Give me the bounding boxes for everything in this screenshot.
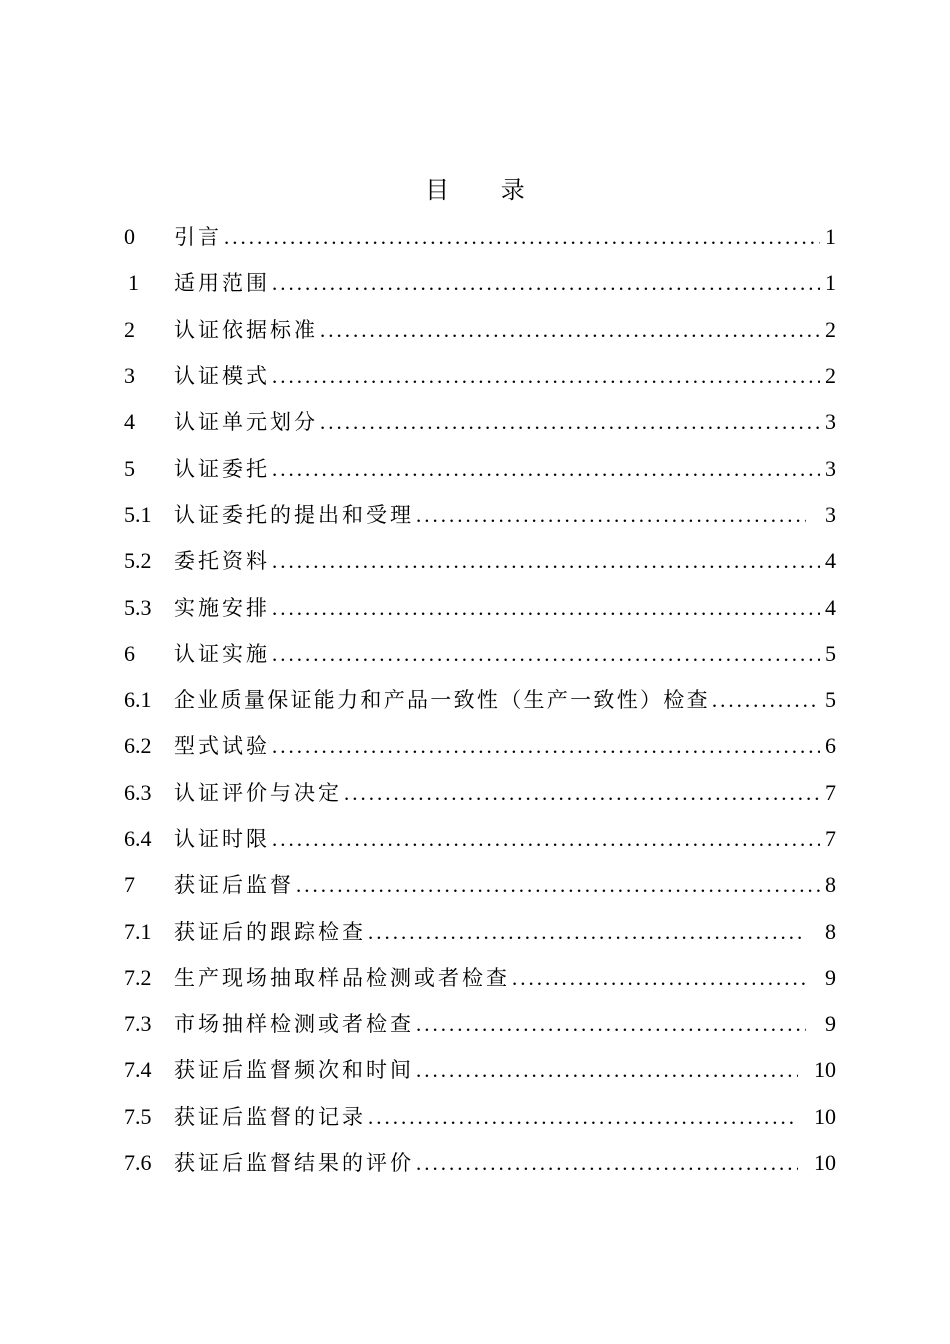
toc-entry[interactable]	[124, 353, 836, 399]
toc-entry-page: 5	[825, 687, 836, 713]
toc-entry-title: 认证委托	[174, 456, 270, 481]
toc-leader-dots	[320, 408, 820, 436]
toc-entry-page: 3	[825, 455, 836, 481]
toc-entry-page: 10	[814, 1103, 836, 1129]
toc-entry-number: 5.2	[124, 548, 152, 574]
toc-entry-page: 9	[825, 1011, 836, 1037]
toc-entry-number: 6	[124, 640, 135, 666]
toc-entry[interactable]	[124, 770, 836, 816]
toc-entry-title: 认证实施	[174, 641, 270, 666]
toc-leader-dots	[416, 1149, 798, 1177]
toc-entry[interactable]	[124, 1001, 836, 1047]
toc-entry-number: 5.1	[124, 501, 152, 527]
toc-entry[interactable]	[124, 955, 836, 1001]
toc-entry-number: 7	[124, 872, 135, 898]
toc-entry-number: 5.3	[124, 594, 152, 620]
toc-entry-title: 获证后监督	[174, 873, 294, 898]
toc-entry-page: 6	[825, 733, 836, 759]
toc-entry[interactable]	[124, 492, 836, 538]
toc-entry-page: 4	[825, 594, 836, 620]
toc-entry-number: 6.4	[124, 826, 152, 851]
toc-entry[interactable]	[124, 584, 836, 630]
toc-entry-number: 7.3	[124, 1011, 152, 1037]
toc-entry-number: 7.6	[124, 1150, 152, 1176]
toc-entry-page: 1	[825, 270, 836, 296]
toc-leader-dots	[272, 269, 820, 297]
toc-entry-page: 8	[825, 872, 836, 898]
toc-entry[interactable]	[124, 723, 836, 769]
toc-entry[interactable]	[124, 214, 836, 260]
toc-entry-title: 实施安排	[174, 595, 270, 620]
toc-entry[interactable]	[124, 631, 836, 677]
toc-entry-number: 6.3	[124, 779, 152, 805]
toc-entry-title: 型式试验	[174, 734, 270, 759]
toc-entry-number: 6.2	[124, 733, 152, 759]
toc-leader-dots	[272, 455, 820, 483]
toc-entry[interactable]	[124, 1047, 836, 1093]
toc-entry[interactable]	[124, 445, 836, 491]
toc-entry-page: 10	[814, 1057, 836, 1083]
toc-entry-page: 3	[825, 501, 836, 527]
toc-leader-dots	[224, 223, 820, 251]
toc-leader-dots	[272, 547, 820, 575]
toc-entry-title: 企业质量保证能力和产品一致性（生产一致性）检查	[174, 688, 710, 713]
toc-entry-number: 2	[124, 316, 135, 342]
toc-leader-dots	[320, 316, 820, 344]
toc-entry-title: 认证委托的提出和受理	[174, 502, 414, 527]
toc-entry-number: 5	[124, 455, 135, 481]
toc-leader-dots	[368, 1103, 798, 1131]
toc-leader-dots	[272, 640, 820, 668]
toc-leader-dots	[296, 871, 820, 899]
toc-entry-title: 认证单元划分	[174, 410, 318, 435]
toc-entry-page: 7	[825, 779, 836, 805]
toc-leader-dots	[416, 501, 806, 529]
toc-entry-title: 认证评价与决定	[174, 780, 342, 805]
toc-entry[interactable]	[124, 1140, 836, 1186]
toc-leader-dots	[344, 779, 820, 807]
toc-entry-title: 获证后监督频次和时间	[174, 1058, 414, 1083]
toc-entry[interactable]	[124, 862, 836, 908]
toc-entry-page: 2	[825, 316, 836, 342]
toc-entry-number: 6.1	[124, 687, 152, 713]
toc-entry-title: 获证后的跟踪检查	[174, 919, 366, 944]
toc-entry-number: 1	[128, 270, 139, 296]
toc-entry-title: 市场抽样检测或者检查	[174, 1012, 414, 1037]
toc-leader-dots	[416, 1010, 806, 1038]
toc-entry[interactable]	[124, 399, 836, 445]
toc-entry-title: 委托资料	[174, 549, 270, 574]
toc-entry-page: 10	[814, 1150, 836, 1176]
toc-entry-page: 2	[825, 363, 836, 389]
toc-entry[interactable]	[124, 260, 836, 306]
toc-entry-title: 认证依据标准	[174, 317, 318, 342]
toc-entry[interactable]	[124, 677, 836, 723]
toc-leader-dots	[272, 362, 820, 390]
toc-leader-dots	[512, 964, 806, 992]
toc-entry[interactable]	[124, 908, 836, 954]
toc-leader-dots	[368, 918, 806, 946]
toc-entry[interactable]	[124, 538, 836, 584]
toc-leader-dots	[272, 732, 820, 760]
toc-entry-title: 获证后监督结果的评价	[174, 1151, 414, 1176]
toc-entry-number: 4	[124, 409, 135, 435]
toc-entry-title: 获证后监督的记录	[174, 1104, 366, 1129]
toc-entry-page: 8	[825, 918, 836, 944]
toc-entry-page: 5	[825, 640, 836, 666]
toc-entry-number: 7.5	[124, 1103, 152, 1129]
toc-leader-dots	[272, 594, 820, 622]
toc-entry-page: 7	[825, 826, 836, 851]
toc-entry-number: 7.2	[124, 964, 152, 990]
toc-entry[interactable]	[124, 816, 836, 862]
toc-entry-title: 适用范围	[174, 271, 270, 296]
toc-entry[interactable]	[124, 1094, 836, 1140]
toc-leader-dots	[416, 1056, 798, 1084]
toc-title: 目 录	[425, 176, 547, 204]
toc-entry-number: 7.1	[124, 918, 152, 944]
toc-entry-title: 引言	[174, 225, 222, 250]
toc-entry[interactable]	[124, 307, 836, 353]
toc-leader-dots	[272, 825, 820, 853]
toc-entry-title: 认证模式	[174, 364, 270, 389]
toc-entry-page: 9	[825, 964, 836, 990]
toc-entry-page: 3	[825, 409, 836, 435]
toc-entry-title: 认证时限	[174, 827, 270, 851]
toc-list	[124, 214, 836, 1186]
toc-entry-title: 生产现场抽取样品检测或者检查	[174, 965, 510, 990]
toc-entry-number: 0	[124, 224, 135, 250]
toc-leader-dots	[712, 686, 820, 714]
toc-entry-number: 3	[124, 363, 135, 389]
toc-entry-page: 1	[825, 224, 836, 250]
toc-entry-number: 7.4	[124, 1057, 152, 1083]
toc-entry-page: 4	[825, 548, 836, 574]
